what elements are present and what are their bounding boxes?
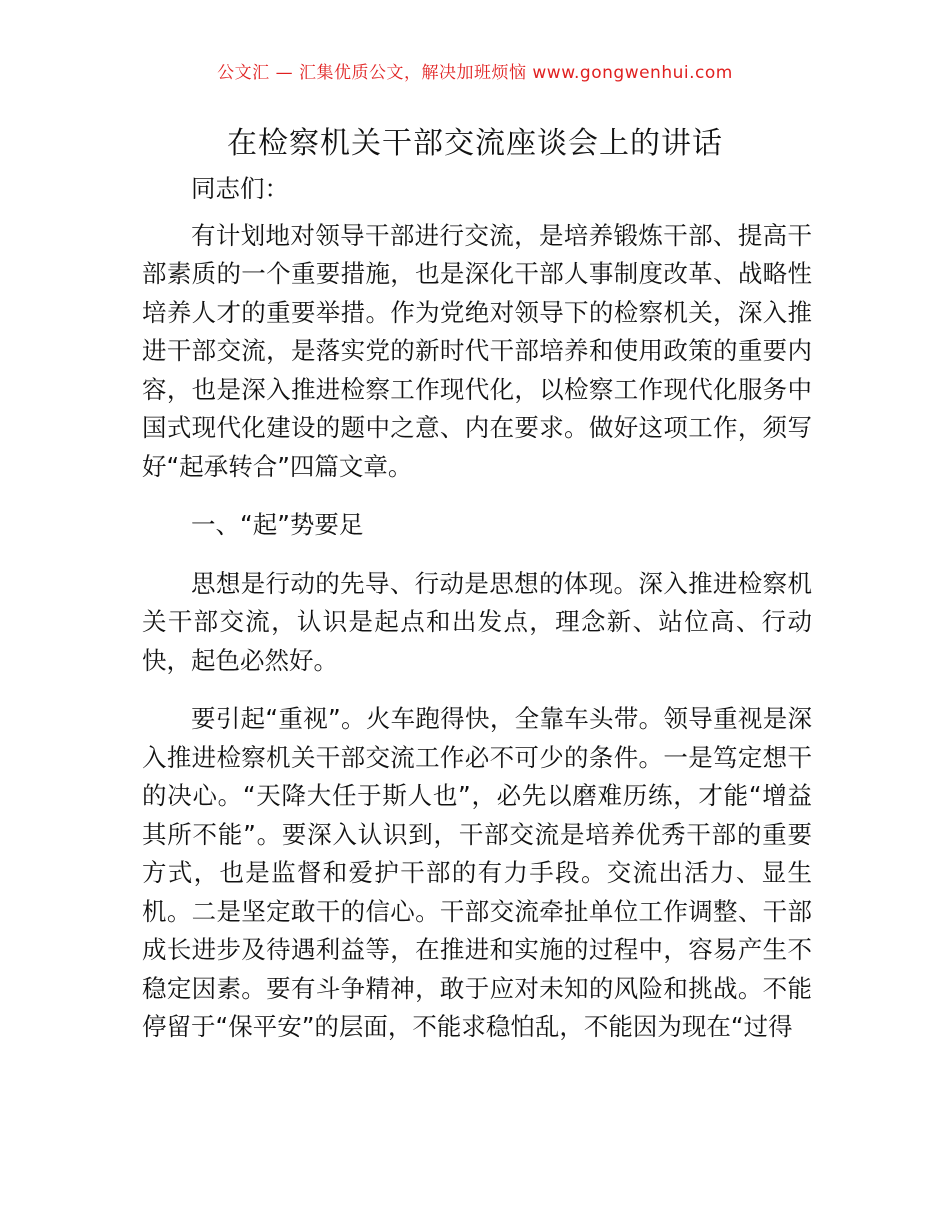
document-body bbox=[142, 170, 812, 1047]
section-heading: 一、“起”势要足 bbox=[191, 510, 364, 539]
paragraph: 要引起“重视”。火车跑得快，全靠车头带。领导重视是深入推进检察机关干部交流工作必不可少的条件。一是笃定想干的决心。“天降大任于斯人也”，必先以磨难历练，才能“增益其所不能”。要深入认识到，干部交流是培养优秀干部的重要方式，也是监督和爱护干部的有力手段。交流出活力、显生机。二是坚定敢干的信心。干部交流牵扯单位工作调整、干部成长进步及待遇利益等，在推进和实施的过程中，容易产生不稳定因素。要有斗争精神，敢于应对未知的风险和挑战。不能停留于“保平安”的层面，不能求稳怕乱，不能因为现在“过得 bbox=[142, 704, 812, 1041]
paragraph: 思想是行动的先导、行动是思想的体现。深入推进检察机关干部交流，认识是起点和出发点，理念新、站位高、行动快，起色必然好。 bbox=[142, 568, 812, 675]
header-banner: 公文汇 — 汇集优质公文，解决加班烦恼 www.gongwenhui.com bbox=[217, 63, 733, 83]
page-title: 在检察机关干部交流座谈会上的讲话 bbox=[227, 126, 723, 161]
paragraph: 有计划地对领导干部进行交流，是培养锻炼干部、提高干部素质的一个重要措施，也是深化干部人事制度改革、战略性培养人才的重要举措。作为党绝对领导下的检察机关，深入推进干部交流，是落实党的新时代干部培养和使用政策的重要内容，也是深入推进检察工作现代化，以检察工作现代化服务中国式现代化建设的题中之意、内在要求。做好这项工作，须写好“起承转合”四篇文章。 bbox=[142, 220, 812, 481]
salutation: 同志们： bbox=[191, 174, 289, 203]
